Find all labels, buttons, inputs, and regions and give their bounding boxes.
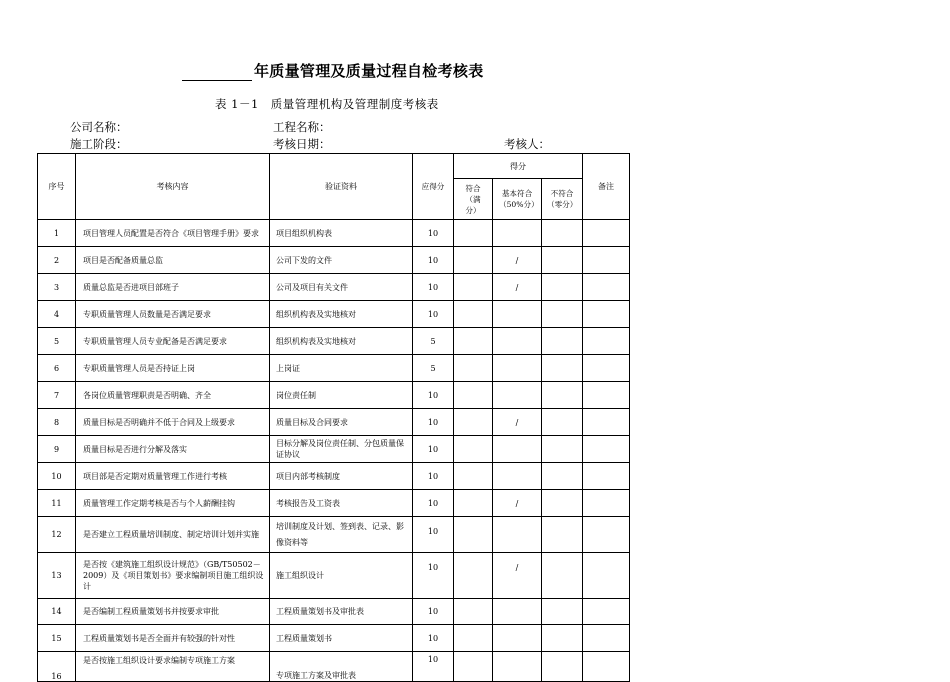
row-score: 10	[413, 463, 454, 490]
row-content: 是否按施工组织设计要求编制专项施工方案	[76, 652, 270, 682]
row-none-cell	[542, 625, 583, 652]
row-content: 质量目标是否明确并不低于合同及上级要求	[76, 409, 270, 436]
row-no: 3	[38, 274, 76, 301]
row-content: 是否按《建筑施工组织设计规范》（GB/T50502－2009）及《项目策划书》要求编制项目施工组织设计	[76, 553, 270, 599]
row-content: 专职质量管理人员数量是否满足要求	[76, 301, 270, 328]
row-score: 5	[413, 355, 454, 382]
row-no: 4	[38, 301, 76, 328]
row-evidence: 培训制度及计划、签到表、记录、影像资料等	[270, 517, 413, 553]
row-none-cell	[542, 553, 583, 599]
row-evidence: 公司及项目有关文件	[270, 274, 413, 301]
row-none-cell	[542, 409, 583, 436]
table-row	[38, 625, 630, 652]
assessment-table	[37, 153, 630, 682]
row-full-cell	[454, 652, 493, 682]
row-remark-cell	[583, 599, 630, 625]
row-no: 6	[38, 355, 76, 382]
row-evidence: 专项施工方案及审批表	[270, 652, 413, 682]
row-score: 10	[413, 220, 454, 247]
table-row	[38, 328, 630, 355]
row-none-cell	[542, 490, 583, 517]
row-evidence: 项目内部考核制度	[270, 463, 413, 490]
row-full-cell	[454, 599, 493, 625]
row-content: 专职质量管理人员专业配备是否满足要求	[76, 328, 270, 355]
table-row	[38, 436, 630, 463]
row-none-cell	[542, 301, 583, 328]
row-remark-cell	[583, 301, 630, 328]
table-row	[38, 517, 630, 553]
row-full-cell	[454, 436, 493, 463]
row-none-cell	[542, 355, 583, 382]
table-row	[38, 490, 630, 517]
row-basic-cell	[493, 328, 542, 355]
row-none-cell	[542, 652, 583, 682]
row-content: 质量总监是否进项目部班子	[76, 274, 270, 301]
company-name-label: 公司名称：	[70, 120, 128, 134]
row-basic-cell: /	[493, 247, 542, 274]
row-evidence: 考核报告及工资表	[270, 490, 413, 517]
table-row	[38, 463, 630, 490]
assessment-date-label: 考核日期：	[273, 137, 331, 151]
row-no: 2	[38, 247, 76, 274]
header-full: 符合（满分）	[454, 179, 493, 220]
row-basic-cell	[493, 220, 542, 247]
row-evidence: 质量目标及合同要求	[270, 409, 413, 436]
title-block	[182, 60, 484, 81]
row-no: 12	[38, 517, 76, 553]
row-basic-cell	[493, 463, 542, 490]
row-full-cell	[454, 382, 493, 409]
row-none-cell	[542, 599, 583, 625]
row-score: 10	[413, 490, 454, 517]
header-score: 应得分	[413, 154, 454, 220]
row-evidence: 公司下发的文件	[270, 247, 413, 274]
row-score: 10	[413, 274, 454, 301]
row-score: 10	[413, 652, 454, 682]
row-basic-cell	[493, 355, 542, 382]
row-content: 项目是否配备质量总监	[76, 247, 270, 274]
header-remark: 备注	[583, 154, 630, 220]
row-remark-cell	[583, 382, 630, 409]
row-score: 10	[413, 599, 454, 625]
row-evidence: 组织机构表及实地核对	[270, 328, 413, 355]
row-evidence: 施工组织设计	[270, 553, 413, 599]
row-remark-cell	[583, 490, 630, 517]
year-blank-line	[182, 61, 252, 81]
row-remark-cell	[583, 220, 630, 247]
row-none-cell	[542, 517, 583, 553]
row-score: 10	[413, 382, 454, 409]
row-remark-cell	[583, 247, 630, 274]
row-content: 是否建立工程质量培训制度、制定培训计划并实施	[76, 517, 270, 553]
row-evidence: 上岗证	[270, 355, 413, 382]
row-basic-cell	[493, 652, 542, 682]
header-obtained: 得分	[454, 154, 583, 179]
header-evidence: 验证资料	[270, 154, 413, 220]
row-remark-cell	[583, 328, 630, 355]
row-basic-cell: /	[493, 553, 542, 599]
row-content: 项目管理人员配置是否符合《项目管理手册》要求	[76, 220, 270, 247]
row-score: 10	[413, 301, 454, 328]
row-evidence: 项目组织机构表	[270, 220, 413, 247]
row-basic-cell	[493, 301, 542, 328]
row-remark-cell	[583, 625, 630, 652]
table-row	[38, 274, 630, 301]
table-row	[38, 599, 630, 625]
table-row	[38, 301, 630, 328]
row-remark-cell	[583, 463, 630, 490]
row-no: 14	[38, 599, 76, 625]
header-none: 不符合（零分）	[542, 179, 583, 220]
row-full-cell	[454, 517, 493, 553]
row-no: 7	[38, 382, 76, 409]
row-score: 5	[413, 328, 454, 355]
row-remark-cell	[583, 409, 630, 436]
row-no: 8	[38, 409, 76, 436]
row-none-cell	[542, 247, 583, 274]
row-no: 5	[38, 328, 76, 355]
row-basic-cell	[493, 382, 542, 409]
row-full-cell	[454, 328, 493, 355]
row-no: 10	[38, 463, 76, 490]
row-evidence: 工程质量策划书及审批表	[270, 599, 413, 625]
row-content: 是否编制工程质量策划书并按要求审批	[76, 599, 270, 625]
row-full-cell	[454, 625, 493, 652]
row-full-cell	[454, 553, 493, 599]
row-remark-cell	[583, 436, 630, 463]
project-name-label: 工程名称：	[273, 120, 331, 134]
row-content: 各岗位质量管理职责是否明确、齐全	[76, 382, 270, 409]
row-full-cell	[454, 355, 493, 382]
row-basic-cell: /	[493, 274, 542, 301]
row-none-cell	[542, 328, 583, 355]
row-no: 16	[38, 652, 76, 682]
row-no: 9	[38, 436, 76, 463]
row-no: 1	[38, 220, 76, 247]
row-score: 10	[413, 553, 454, 599]
table-subtitle: 表 1－1 质量管理机构及管理制度考核表	[215, 97, 439, 111]
row-none-cell	[542, 220, 583, 247]
header-content: 考核内容	[76, 154, 270, 220]
table-row	[38, 247, 630, 274]
row-basic-cell	[493, 436, 542, 463]
table-row	[38, 355, 630, 382]
row-remark-cell	[583, 553, 630, 599]
row-content: 项目部是否定期对质量管理工作进行考核	[76, 463, 270, 490]
row-content: 质量目标是否进行分解及落实	[76, 436, 270, 463]
table-row	[38, 409, 630, 436]
row-no: 11	[38, 490, 76, 517]
row-basic-cell	[493, 517, 542, 553]
row-basic-cell: /	[493, 409, 542, 436]
header-seq: 序号	[38, 154, 76, 220]
row-score: 10	[413, 409, 454, 436]
row-remark-cell	[583, 355, 630, 382]
row-evidence: 工程质量策划书	[270, 625, 413, 652]
header-basic: 基本符合（50%分）	[493, 179, 542, 220]
construction-stage-label: 施工阶段：	[70, 137, 128, 151]
row-remark-cell	[583, 517, 630, 553]
row-evidence: 目标分解及岗位责任制、分包质量保证协议	[270, 436, 413, 463]
row-basic-cell: /	[493, 490, 542, 517]
row-none-cell	[542, 463, 583, 490]
row-none-cell	[542, 382, 583, 409]
row-no: 13	[38, 553, 76, 599]
examiner-label: 考核人：	[504, 137, 550, 151]
row-full-cell	[454, 463, 493, 490]
row-score: 10	[413, 436, 454, 463]
table-row	[38, 220, 630, 247]
table-row	[38, 553, 630, 599]
row-remark-cell	[583, 652, 630, 682]
row-full-cell	[454, 247, 493, 274]
row-full-cell	[454, 274, 493, 301]
row-content: 工程质量策划书是否全面并有较强的针对性	[76, 625, 270, 652]
table-row	[38, 382, 630, 409]
page-title: 年质量管理及质量过程自检考核表	[254, 62, 484, 80]
row-content: 专职质量管理人员是否持证上岗	[76, 355, 270, 382]
row-basic-cell	[493, 625, 542, 652]
row-none-cell	[542, 274, 583, 301]
row-score: 10	[413, 517, 454, 553]
row-score: 10	[413, 625, 454, 652]
row-full-cell	[454, 409, 493, 436]
row-full-cell	[454, 490, 493, 517]
row-evidence: 岗位责任制	[270, 382, 413, 409]
row-remark-cell	[583, 274, 630, 301]
row-score: 10	[413, 247, 454, 274]
row-none-cell	[542, 436, 583, 463]
table-row	[38, 652, 630, 682]
row-full-cell	[454, 301, 493, 328]
row-content: 质量管理工作定期考核是否与个人薪酬挂钩	[76, 490, 270, 517]
row-basic-cell	[493, 599, 542, 625]
row-full-cell	[454, 220, 493, 247]
row-evidence: 组织机构表及实地核对	[270, 301, 413, 328]
row-no: 15	[38, 625, 76, 652]
